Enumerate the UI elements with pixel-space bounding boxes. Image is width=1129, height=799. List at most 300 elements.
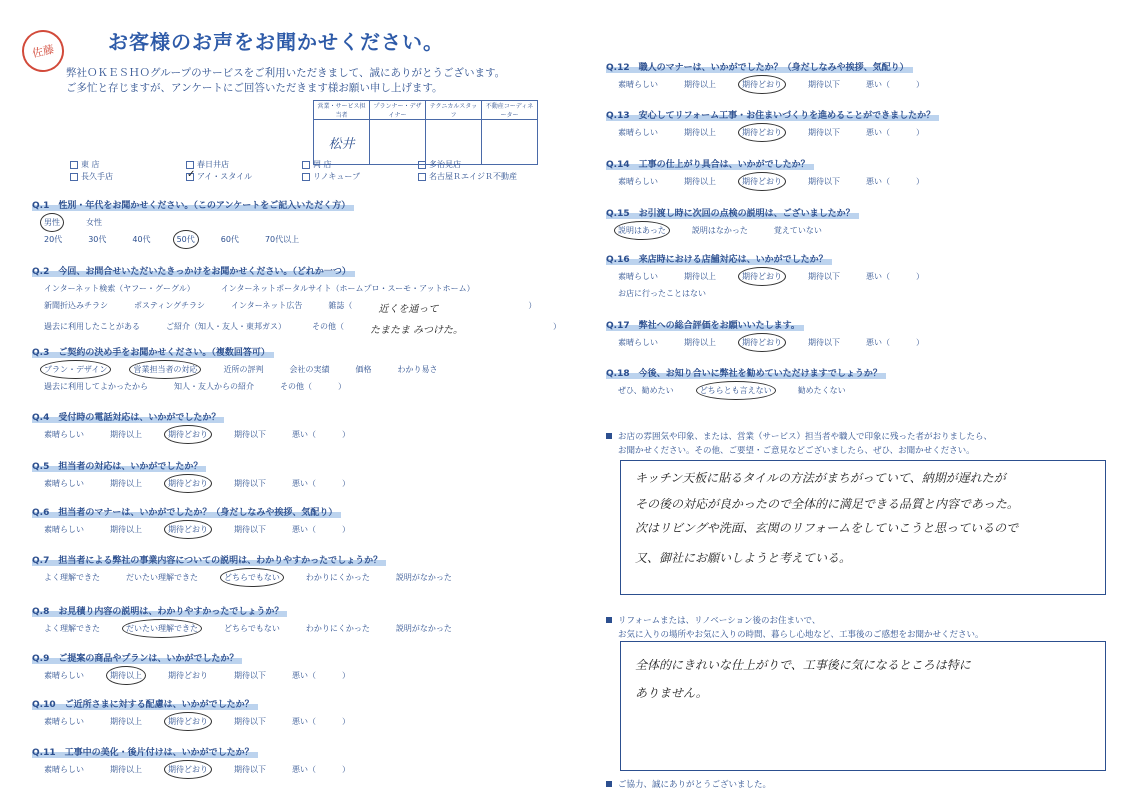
answer-option[interactable] — [44, 217, 60, 228]
option-label: わかり易さ — [397, 365, 438, 374]
handwritten-line: キッチン天板に貼るタイルの方法がまちがっていて、納期が遅れたが — [635, 471, 1006, 485]
option-label: 素晴らしい — [618, 338, 658, 347]
checkbox-icon[interactable] — [302, 161, 310, 169]
answer-option[interactable] — [234, 716, 266, 727]
answer-option[interactable] — [742, 127, 782, 138]
comment1-box[interactable] — [620, 460, 1106, 595]
option-label: 期待以上 — [684, 338, 716, 347]
answer-option[interactable] — [44, 283, 195, 294]
answer-option[interactable] — [44, 381, 148, 392]
option-label: どちらとも言えない — [699, 386, 772, 395]
option-label: ） — [342, 525, 350, 534]
option-label: 素晴らしい — [618, 128, 658, 137]
option-label: 期待どおり — [168, 717, 208, 726]
answer-option[interactable] — [798, 385, 846, 396]
answer-option[interactable] — [292, 670, 316, 681]
store-option[interactable] — [302, 159, 418, 171]
answer-option[interactable] — [292, 716, 316, 727]
store-option[interactable] — [418, 159, 534, 171]
option-label: ） — [552, 322, 561, 331]
circle-mark-icon — [738, 267, 786, 286]
answer-option[interactable] — [292, 764, 316, 775]
option-label: 期待以上 — [684, 177, 716, 186]
answer-option[interactable] — [44, 429, 84, 440]
store-label: 名古屋ＲエイジＲ不動産 — [429, 172, 517, 181]
answer-option[interactable] — [44, 300, 108, 315]
question-title: Q.11 工事中の美化・後片付けは、いかがでしたか？ — [32, 745, 258, 758]
checkbox-icon[interactable] — [418, 173, 426, 181]
question-q9 — [32, 651, 376, 681]
answer-option[interactable] — [916, 337, 924, 348]
circle-mark-icon — [738, 333, 786, 352]
answer-option[interactable] — [684, 176, 716, 187]
answer-option[interactable] — [342, 764, 350, 775]
answer-option[interactable] — [44, 321, 140, 336]
question-title: Q.17 弊社への総合評価をお願いいたします。 — [606, 318, 804, 331]
option-label: 期待以上 — [110, 765, 142, 774]
answer-option[interactable] — [221, 234, 239, 245]
option-label: 悪い（ — [866, 128, 890, 137]
option-label: 悪い（ — [866, 338, 890, 347]
checkbox-icon[interactable] — [418, 161, 426, 169]
checkbox-icon[interactable] — [70, 173, 78, 181]
option-label: 期待以下 — [234, 430, 266, 439]
option-label: 過去に利用したことがある — [44, 322, 140, 331]
answer-option[interactable] — [342, 429, 350, 440]
answer-option[interactable] — [132, 234, 150, 245]
option-label: ） — [916, 338, 924, 347]
answer-option[interactable] — [110, 670, 142, 681]
option-row — [606, 79, 950, 90]
answer-option[interactable] — [44, 478, 84, 489]
option-label: 50代 — [176, 235, 195, 244]
answer-option[interactable] — [774, 225, 822, 236]
option-label: 期待以下 — [234, 525, 266, 534]
comment2-box[interactable] — [620, 641, 1106, 771]
option-row — [32, 381, 463, 392]
answer-option[interactable] — [916, 176, 924, 187]
option-row — [606, 271, 950, 282]
answer-option[interactable] — [342, 716, 350, 727]
option-label: 期待以下 — [234, 479, 266, 488]
answer-option[interactable] — [234, 429, 266, 440]
store-option[interactable] — [302, 171, 418, 183]
option-label: 新聞折込みチラシ — [44, 301, 108, 310]
checkbox-icon[interactable]: ✓ — [187, 168, 196, 180]
circle-mark-icon — [122, 619, 202, 638]
question-title: Q.4 受付時の電話対応は、いかがでしたか？ — [32, 410, 224, 423]
option-label: 悪い（ — [292, 765, 316, 774]
answer-option[interactable] — [342, 524, 350, 535]
answer-option[interactable] — [110, 716, 142, 727]
answer-option[interactable] — [126, 623, 198, 634]
answer-option[interactable] — [866, 127, 890, 138]
circle-mark-icon — [164, 712, 212, 731]
answer-option[interactable] — [742, 176, 782, 187]
option-label: 期待どおり — [742, 128, 782, 137]
answer-option[interactable] — [618, 288, 706, 299]
store-label: 東 店 — [81, 160, 100, 169]
question-title: Q.3 ご契約の決め手をお聞かせください。（複数回答可） — [32, 345, 274, 358]
answer-option[interactable] — [808, 337, 840, 348]
answer-option[interactable] — [44, 234, 62, 245]
answer-option[interactable] — [866, 176, 890, 187]
intro-line: ご多忙と存じますが、アンケートにご回答いただきます様お願い申し上げます。 — [66, 82, 443, 94]
answer-option[interactable] — [684, 79, 716, 90]
option-label: その他（ — [280, 382, 312, 391]
option-label: 期待以上 — [110, 430, 142, 439]
answer-option[interactable] — [397, 364, 437, 375]
question-title: Q.2 今回、お問合せいただいたきっかけをお聞かせください。（どれか一つ） — [32, 264, 355, 277]
answer-option[interactable] — [110, 429, 142, 440]
answer-option[interactable] — [528, 300, 536, 315]
answer-option[interactable] — [396, 623, 452, 634]
option-label: 会社の実績 — [289, 365, 330, 374]
store-label: リノキューブ — [313, 172, 360, 181]
option-label: ） — [916, 128, 924, 137]
option-label: 女性 — [86, 218, 102, 227]
option-label: ） — [342, 479, 350, 488]
question-title: Q.13 安心してリフォーム工事・お住まいづくりを進めることができましたか？ — [606, 108, 939, 121]
option-row — [32, 572, 478, 583]
option-row — [606, 127, 950, 138]
answer-option[interactable] — [44, 764, 84, 775]
answer-option[interactable] — [110, 524, 142, 535]
question-q7 — [32, 553, 478, 583]
answer-option[interactable] — [44, 623, 100, 634]
circle-mark-icon — [164, 520, 212, 539]
question-q5 — [32, 459, 376, 489]
answer-option[interactable] — [742, 271, 782, 282]
circle-mark-icon — [164, 474, 212, 493]
option-label: 期待以下 — [808, 128, 840, 137]
option-row — [32, 300, 587, 315]
answer-option[interactable] — [292, 429, 316, 440]
answer-option[interactable] — [177, 234, 195, 245]
page-title: お客様のお声をお聞かせください。 — [108, 30, 444, 54]
question-title: Q.5 担当者の対応は、いかがでしたか？ — [32, 459, 206, 472]
option-label: わかりにくかった — [305, 573, 370, 582]
answer-option[interactable] — [168, 716, 208, 727]
answer-option[interactable] — [174, 381, 254, 392]
answer-option[interactable] — [916, 79, 924, 90]
answer-option[interactable] — [866, 79, 890, 90]
option-label: 期待以上 — [684, 128, 716, 137]
answer-option[interactable] — [808, 79, 840, 90]
option-row — [32, 429, 376, 440]
checkbox-icon[interactable] — [302, 173, 310, 181]
answer-option[interactable] — [110, 764, 142, 775]
answer-option[interactable] — [168, 764, 208, 775]
answer-option[interactable] — [126, 572, 198, 583]
option-label: 説明はなかった — [691, 226, 748, 235]
answer-option[interactable] — [866, 337, 890, 348]
circle-mark-icon — [738, 123, 786, 142]
option-row — [32, 234, 354, 245]
answer-option[interactable] — [88, 234, 106, 245]
circle-mark-icon — [614, 221, 670, 240]
answer-option[interactable] — [396, 572, 452, 583]
option-label: よく理解できた — [44, 573, 100, 582]
answer-option[interactable] — [355, 364, 371, 375]
answer-option[interactable] — [342, 670, 350, 681]
option-label: ） — [342, 430, 350, 439]
question-title: Q.16 来店時における店舗対応は、いかがでしたか？ — [606, 252, 832, 265]
question-q18 — [606, 366, 886, 396]
answer-option[interactable] — [700, 385, 772, 396]
store-row — [70, 168, 534, 183]
option-row — [32, 321, 587, 336]
option-label: ） — [916, 80, 924, 89]
answer-option[interactable] — [618, 176, 658, 187]
question-title: Q.7 担当者による弊社の事業内容についての説明は、わかりやすかったでしょうか？ — [32, 553, 386, 566]
option-label: 期待以上 — [110, 525, 142, 534]
store-checklist — [70, 159, 534, 183]
question-q2 — [32, 264, 587, 336]
option-label: 悪い（ — [866, 272, 890, 281]
answer-option[interactable] — [44, 524, 84, 535]
answer-option[interactable] — [866, 271, 890, 282]
store-option[interactable] — [418, 171, 534, 183]
question-q10 — [32, 697, 376, 727]
staff-value — [426, 120, 482, 165]
store-label: 岡 店 — [313, 160, 332, 169]
option-label: 70代以上 — [264, 235, 300, 244]
answer-option[interactable] — [234, 670, 266, 681]
option-label: ） — [916, 177, 924, 186]
store-option[interactable] — [186, 159, 302, 171]
answer-option[interactable] — [86, 217, 102, 228]
answer-option[interactable] — [618, 337, 658, 348]
question-q3 — [32, 345, 463, 392]
answer-option[interactable] — [44, 364, 107, 375]
store-label: 多治見店 — [429, 160, 461, 169]
question-title: Q.6 担当者のマナーは、いかがでしたか？（身だしなみや挨拶、気配り） — [32, 505, 341, 518]
option-label: 説明はあった — [618, 226, 666, 235]
option-label: インターネットポータルサイト（ホームプロ・スーモ・アットホーム） — [220, 284, 475, 293]
option-row — [32, 670, 376, 681]
answer-option[interactable] — [224, 572, 280, 583]
answer-option[interactable] — [223, 364, 263, 375]
answer-option[interactable] — [134, 300, 205, 315]
question-q14 — [606, 157, 950, 187]
answer-option[interactable] — [618, 79, 658, 90]
answer-option[interactable] — [166, 321, 286, 336]
option-label: だいたい理解できた — [126, 624, 198, 633]
answer-option[interactable] — [692, 225, 748, 236]
answer-option[interactable] — [684, 271, 716, 282]
option-label: 素晴らしい — [44, 671, 84, 680]
question-title: Q.9 ご提案の商品やプランは、いかがでしたか？ — [32, 651, 242, 664]
store-option[interactable] — [70, 159, 186, 171]
option-label: 営業担当者の対応 — [133, 365, 198, 374]
answer-option[interactable] — [44, 572, 100, 583]
option-label: 期待以下 — [234, 671, 266, 680]
question-q6 — [32, 505, 376, 535]
answer-option[interactable] — [231, 300, 302, 315]
option-label: 悪い（ — [292, 717, 316, 726]
answer-option[interactable] — [742, 337, 782, 348]
answer-option[interactable] — [224, 623, 280, 634]
option-label: 説明がなかった — [395, 624, 452, 633]
option-label: 40代 — [132, 235, 151, 244]
option-label: プラン・デザイン — [44, 365, 108, 374]
answer-option[interactable] — [306, 572, 370, 583]
answer-option[interactable] — [44, 716, 84, 727]
intro-line: 弊社ＯＫＥＳＨＯグループのサービスをご利用いただきまして、誠にありがとうございます。 — [66, 67, 506, 79]
answer-option[interactable] — [44, 670, 84, 681]
question-q4 — [32, 410, 376, 440]
answer-option[interactable] — [234, 764, 266, 775]
option-label: ご紹介（知人・友人・東邦ガス） — [166, 322, 286, 331]
answer-option[interactable] — [168, 478, 208, 489]
answer-option[interactable] — [234, 524, 266, 535]
circle-mark-icon — [40, 213, 64, 232]
option-label: 素晴らしい — [44, 717, 84, 726]
option-label: 期待以下 — [808, 338, 840, 347]
question-q1 — [32, 198, 354, 245]
answer-option[interactable] — [618, 225, 666, 236]
option-label: 素晴らしい — [618, 272, 658, 281]
store-label: 春日井店 — [197, 160, 229, 169]
option-label: 過去に利用してよかったから — [44, 382, 148, 391]
option-label: 30代 — [88, 235, 107, 244]
answer-option[interactable] — [110, 478, 142, 489]
answer-option[interactable] — [808, 176, 840, 187]
option-label: インターネット広告 — [231, 301, 303, 310]
question-title: Q.12 職人のマナーは、いかがでしたか？（身だしなみや挨拶、気配り） — [606, 60, 913, 73]
handwritten-line: 又、御社にお願いしようと考えている。 — [635, 551, 852, 565]
option-label: 期待どおり — [168, 671, 208, 680]
checkbox-icon[interactable] — [70, 161, 78, 169]
staff-header: プランナー・デザイナー — [370, 101, 426, 120]
answer-option[interactable] — [338, 381, 346, 392]
option-label: だいたい理解できた — [126, 573, 198, 582]
option-label: 期待以上 — [110, 479, 142, 488]
option-row — [606, 337, 950, 348]
answer-option[interactable] — [265, 234, 299, 245]
option-label: 素晴らしい — [44, 430, 84, 439]
store-label: 長久手店 — [81, 172, 113, 181]
answer-option[interactable] — [306, 623, 370, 634]
circle-mark-icon — [696, 381, 776, 400]
answer-option[interactable] — [328, 300, 352, 315]
option-label: ） — [342, 765, 350, 774]
circle-mark-icon — [164, 760, 212, 779]
store-label: アイ・スタイル — [197, 172, 253, 181]
answer-option[interactable] — [553, 321, 561, 336]
option-row — [32, 364, 463, 375]
option-label: 60代 — [220, 235, 239, 244]
answer-option[interactable] — [221, 283, 475, 294]
option-row — [32, 623, 478, 634]
answer-option[interactable] — [684, 127, 716, 138]
staff-header: 営業・サービス担当者 — [314, 101, 370, 120]
question-title: Q.8 お見積り内容の説明は、わかりやすかったでしょうか？ — [32, 604, 287, 617]
option-label: ポスティングチラシ — [134, 301, 206, 310]
staff-value: 松井 — [314, 120, 370, 165]
option-row — [32, 217, 354, 228]
option-label: たまたま みつけた。 — [370, 325, 463, 336]
option-label: 男性 — [44, 218, 60, 227]
option-label: ） — [528, 301, 537, 310]
circle-mark-icon — [106, 666, 146, 685]
option-row — [606, 225, 859, 236]
answer-option[interactable] — [808, 127, 840, 138]
option-label: よく理解できた — [44, 624, 100, 633]
option-label: 期待どおり — [742, 338, 782, 347]
answer-option[interactable] — [342, 478, 350, 489]
answer-option[interactable] — [133, 364, 197, 375]
question-title: Q.18 今後、お知り合いに弊社を勧めていただけますでしょうか？ — [606, 366, 886, 379]
option-label: 悪い（ — [866, 177, 890, 186]
store-option[interactable] — [186, 168, 302, 183]
answer-option[interactable] — [618, 385, 674, 396]
answer-option[interactable] — [292, 524, 316, 535]
answer-option[interactable] — [292, 478, 316, 489]
handwritten-line: その後の対応が良かったので全体的に満足できる品質と内容であった。 — [635, 497, 1019, 511]
answer-option[interactable] — [312, 321, 344, 336]
option-label: その他（ — [312, 322, 344, 331]
option-row — [606, 176, 950, 187]
option-row — [606, 288, 950, 299]
option-label: 期待以上 — [110, 717, 142, 726]
option-row — [32, 283, 587, 294]
question-q17 — [606, 318, 950, 348]
answer-option[interactable] — [168, 670, 208, 681]
option-label: ） — [342, 717, 350, 726]
option-label: 期待どおり — [168, 430, 208, 439]
answer-option[interactable] — [618, 127, 658, 138]
handwritten-line: ありません。 — [635, 686, 708, 700]
answer-option[interactable] — [234, 478, 266, 489]
answer-option[interactable] — [808, 271, 840, 282]
seal-stamp-icon: 佐藤 — [18, 26, 68, 76]
option-label: 期待どおり — [742, 80, 782, 89]
question-q16 — [606, 252, 950, 299]
question-q15 — [606, 206, 859, 236]
answer-option[interactable] — [618, 271, 658, 282]
answer-option[interactable] — [916, 127, 924, 138]
option-label: 期待どおり — [742, 272, 782, 281]
option-label: 覚えていない — [773, 226, 822, 235]
checkbox-icon[interactable] — [186, 161, 194, 169]
answer-option[interactable] — [916, 271, 924, 282]
option-label: 悪い（ — [292, 671, 316, 680]
store-option[interactable] — [70, 171, 186, 183]
answer-option[interactable] — [370, 321, 463, 336]
comment1-heading: お店の雰囲気や印象、または、営業（サービス）担当者や職人で印象に残った者がおりましたら、 お聞かせください。その他、ご要望・ご意見などございましたら、ぜひ、お聞かせください。 — [606, 430, 992, 458]
question-q12 — [606, 60, 950, 90]
option-label: ぜひ、勧めたい — [618, 386, 674, 395]
answer-option[interactable] — [168, 429, 208, 440]
question-title: Q.10 ご近所さまに対する配慮は、いかがでしたか？ — [32, 697, 258, 710]
answer-option[interactable] — [168, 524, 208, 535]
option-label: 期待以下 — [808, 80, 840, 89]
answer-option[interactable] — [742, 79, 782, 90]
answer-option[interactable] — [684, 337, 716, 348]
square-bullet-icon — [606, 433, 612, 439]
option-row — [32, 478, 376, 489]
option-label: わかりにくかった — [305, 624, 370, 633]
answer-option[interactable] — [289, 364, 329, 375]
answer-option[interactable] — [378, 300, 438, 315]
comment2-heading: リフォームまたは、リノベーション後のお住まいで、 お気に入りの場所やお気に入りの時間、暮らし心地など、工事後のご感想をお聞かせください。 — [606, 614, 984, 642]
staff-value — [370, 120, 426, 165]
option-label: 素晴らしい — [44, 765, 84, 774]
intro-text — [66, 66, 505, 96]
answer-option[interactable] — [280, 381, 312, 392]
